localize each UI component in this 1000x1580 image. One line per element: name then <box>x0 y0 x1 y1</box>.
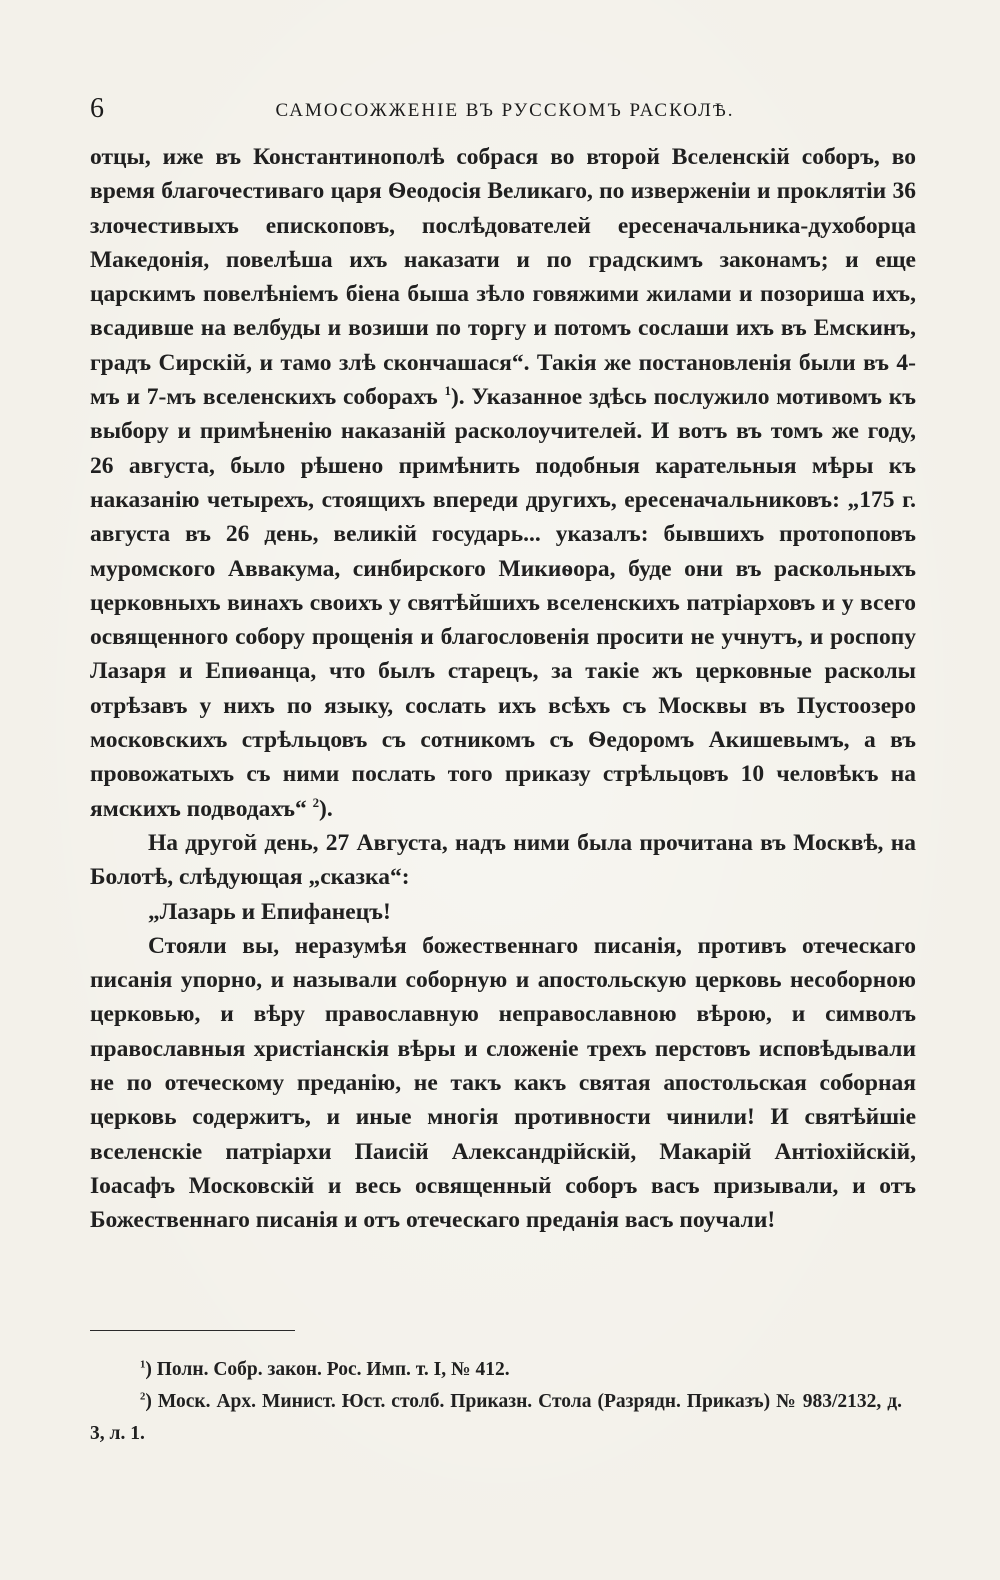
footnotes <box>90 1354 902 1450</box>
page-header <box>90 92 920 126</box>
main-text <box>90 140 916 1238</box>
footnote-ref-2: 2 <box>312 794 320 810</box>
salutation: „Лазарь и Епифанецъ! <box>148 898 391 925</box>
paragraph-1-closing: ). <box>319 795 333 822</box>
footnote-2-text: ) Моск. Арх. Минист. Юст. столб. Приказн. Стола (Разрядн. Приказъ) № 983/2132, д. 3, л. 1. <box>90 1391 902 1444</box>
paragraph-2: На другой день, 27 Августа, надъ ними была прочитана въ Москвѣ, на Болотѣ, слѣдующая „сказка“: <box>90 829 916 891</box>
footnote-ref-1: 1 <box>444 383 451 399</box>
footnote-divider <box>90 1330 295 1331</box>
running-title: САМОСОЖЖЕНІЕ ВЪ РУССКОМЪ РАСКОЛѢ. <box>275 100 735 121</box>
paragraph-3: Стояли вы, неразумѣя божественнаго писанія, противъ отеческаго писанія упорно, и называли соборную и апостольскую церковь несоборною церковью, и вѣру православную неправославною вѣрою, и символъ православныя христіанскія вѣры и сложеніе трехъ перстовъ исповѣдывали не по отеческому преданію, не такъ какъ святая апостольская соборная церковь содержитъ, и иные многія противности чинили! И святѣйшіе вселенскіе патріархи Паисій Александрійскій, Макарій Антіохійскій, Іоасафъ Московскій и весь освященный соборъ васъ призывали, и отъ Божественнаго писанія и отъ отеческаго преданія васъ поучали! <box>90 932 916 1234</box>
footnote-1-text: ) Полн. Собр. закон. Рос. Имп. т. I, № 412. <box>145 1359 510 1380</box>
footnote-2-mark: 2 <box>140 1390 146 1403</box>
paragraph-1-text: отцы, иже въ Константинополѣ собрася во второй Вселенскій соборъ, во время благочестиваго царя Ѳеодосія Великаго, по изверженіи и проклятіи 36 злочестивыхъ епископовъ, послѣдователей ересеначальника-духоборца Македонія, повелѣша ихъ наказати и по градскимъ законамъ; и еще царскимъ повелѣніемъ біена быша зѣло говяжими жилами и позориша ихъ, всадивше на велбуды и возиши по торгу и потомъ сослаши ихъ въ Емскинъ, градъ Сирскій, и тамо злѣ скончашася“. Такія же постановленія были въ 4-мъ и 7-мъ вселенскихъ соборахъ <box>90 144 916 411</box>
footnote-1-mark: 1 <box>140 1358 146 1371</box>
footnote-2 <box>90 1386 902 1450</box>
page-number: 6 <box>90 93 104 124</box>
footnote-1 <box>90 1354 902 1386</box>
paragraph-1 <box>90 140 916 826</box>
paragraph-1-continuation: ). Указанное здѣсь послужило мотивомъ къ выбору и примѣненію наказаній расколоучителей. И вотъ въ томъ же году, 26 августа, было рѣшено примѣнить подобныя карательныя мѣры къ наказанію четырехъ, стоящихъ впереди другихъ, ересеначальниковъ: „175 г. августа въ 26 день, великій государь... указалъ: бывшихъ протопоповъ муромского Аввакума, синбирского Микиѳора, буде они въ раскольныхъ церковныхъ винахъ своихъ у святѣйшихъ вселенскихъ патріарховъ и у всего освященного собору прощенія и благословенія просити не учнутъ, и роспопу Лазаря и Епиѳанца, что былъ старецъ, за такіе жъ церковные расколы отрѣзавъ у нихъ по языку, сослать ихъ всѣхъ съ Москвы въ Пустоозеро московскихъ стрѣльцовъ съ сотникомъ съ Ѳедоромъ Акишевымъ, а въ провожатыхъ съ ними послать того приказу стрѣльцовъ 10 человѣкъ на ямскихъ подводахъ“ <box>90 384 917 822</box>
